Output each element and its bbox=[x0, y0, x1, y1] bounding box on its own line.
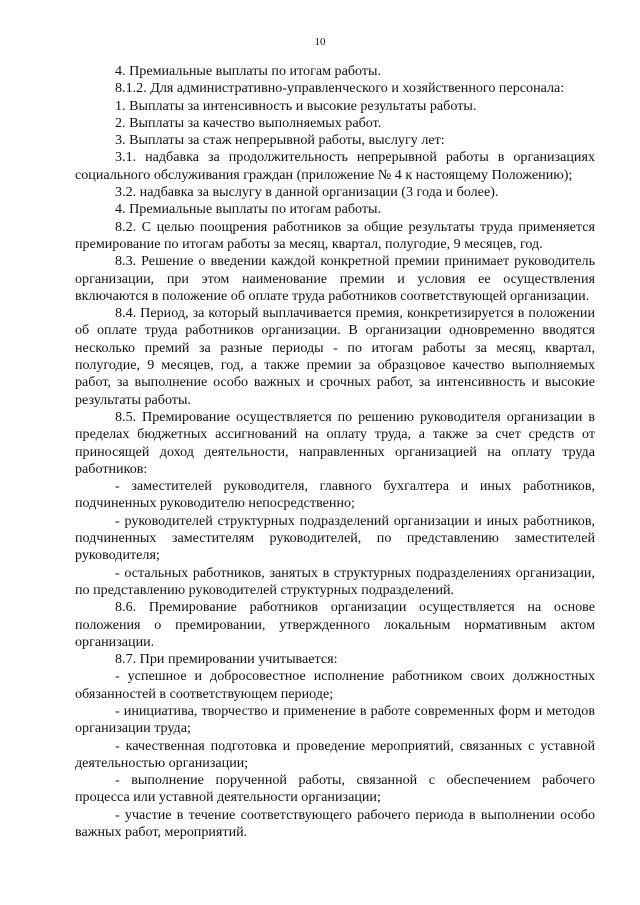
list-item: - руководителей структурных подразделений организации и иных работников, подчиненных заместителям руководителей, по представлению заместителей руководителя; bbox=[75, 512, 595, 564]
list-item: - остальных работников, занятых в структурных подразделениях организации, по представлению руководителей структурных подразделений. bbox=[75, 564, 595, 598]
paragraph: 8.6. Премирование работников организации осуществляется на основе положения о премировании, утвержденного локальным нормативным актом организации. bbox=[75, 599, 595, 650]
paragraph: 8.3. Решение о введении каждой конкретной премии принимает руководитель организации, при этом наименование премии и условия ее осуществления включаются в положение об оплате труда работников соответствующей организации. bbox=[75, 253, 595, 304]
list-item: - качественная подготовка и проведение мероприятий, связанных с уставной деятельностью организации; bbox=[75, 737, 595, 771]
list-item: - инициатива, творчество и применение в работе современных форм и методов организации труда; bbox=[75, 702, 595, 737]
paragraph: 8.7. При премировании учитывается: bbox=[115, 651, 338, 668]
list-item: - участие в течение соответствующего рабочего периода в выполнении особо важных работ, мероприятий. bbox=[75, 806, 595, 841]
paragraph: 8.5. Премирование осуществляется по решению руководителя организации в пределах бюджетных ассигнований на оплату труда, а также за счет средств от приносящей доход деятельности, направленных организацией на оплату труда работников: bbox=[75, 408, 595, 477]
list-item: - выполнение порученной работы, связанной с обеспечением рабочего процесса или уставной деятельности организации; bbox=[75, 772, 595, 806]
document-body bbox=[75, 63, 595, 841]
paragraph: 2. Выплаты за качество выполняемых работ. bbox=[115, 114, 382, 131]
paragraph: 3. Выплаты за стаж непрерывной работы, выслугу лет: bbox=[115, 132, 445, 149]
paragraph: 8.1.2. Для административно-управленческого и хозяйственного персонала: bbox=[115, 80, 565, 97]
list-item: - заместителей руководителя, главного бухгалтера и иных работников, подчиненных руководителю непосредственно; bbox=[75, 478, 595, 512]
paragraph: 3.2. надбавка за выслугу в данной организации (3 года и более). bbox=[115, 184, 499, 201]
page-number: 10 bbox=[314, 36, 326, 48]
paragraph: 4. Премиальные выплаты по итогам работы. bbox=[115, 63, 382, 79]
paragraph: 4. Премиальные выплаты по итогам работы. bbox=[115, 201, 382, 218]
paragraph: 3.1. надбавка за продолжительность непрерывной работы в организациях социального обслуживания граждан (приложение № 4 к настоящему Положению); bbox=[75, 149, 595, 183]
paragraph: 1. Выплаты за интенсивность и высокие результаты работы. bbox=[115, 97, 477, 114]
paragraph: 8.4. Период, за который выплачивается премия, конкретизируется в положении об оплате труда работников организации. В организации одновременно вводятся несколько премий за разные периоды - по итогам работы за месяц, квартал, полугодие, 9 месяцев, год, а также премии за образцовое качество выполняемых работ, за выполнение особо важных и срочных работ, за интенсивность и высокие результаты работы. bbox=[75, 305, 595, 408]
paragraph: 8.2. С целью поощрения работников за общие результаты труда применяется премирование по итогам работы за месяц, квартал, полугодие, 9 месяцев, год. bbox=[75, 218, 595, 252]
list-item: - успешное и добросовестное исполнение работником своих должностных обязанностей в соответствующем периоде; bbox=[75, 668, 595, 702]
